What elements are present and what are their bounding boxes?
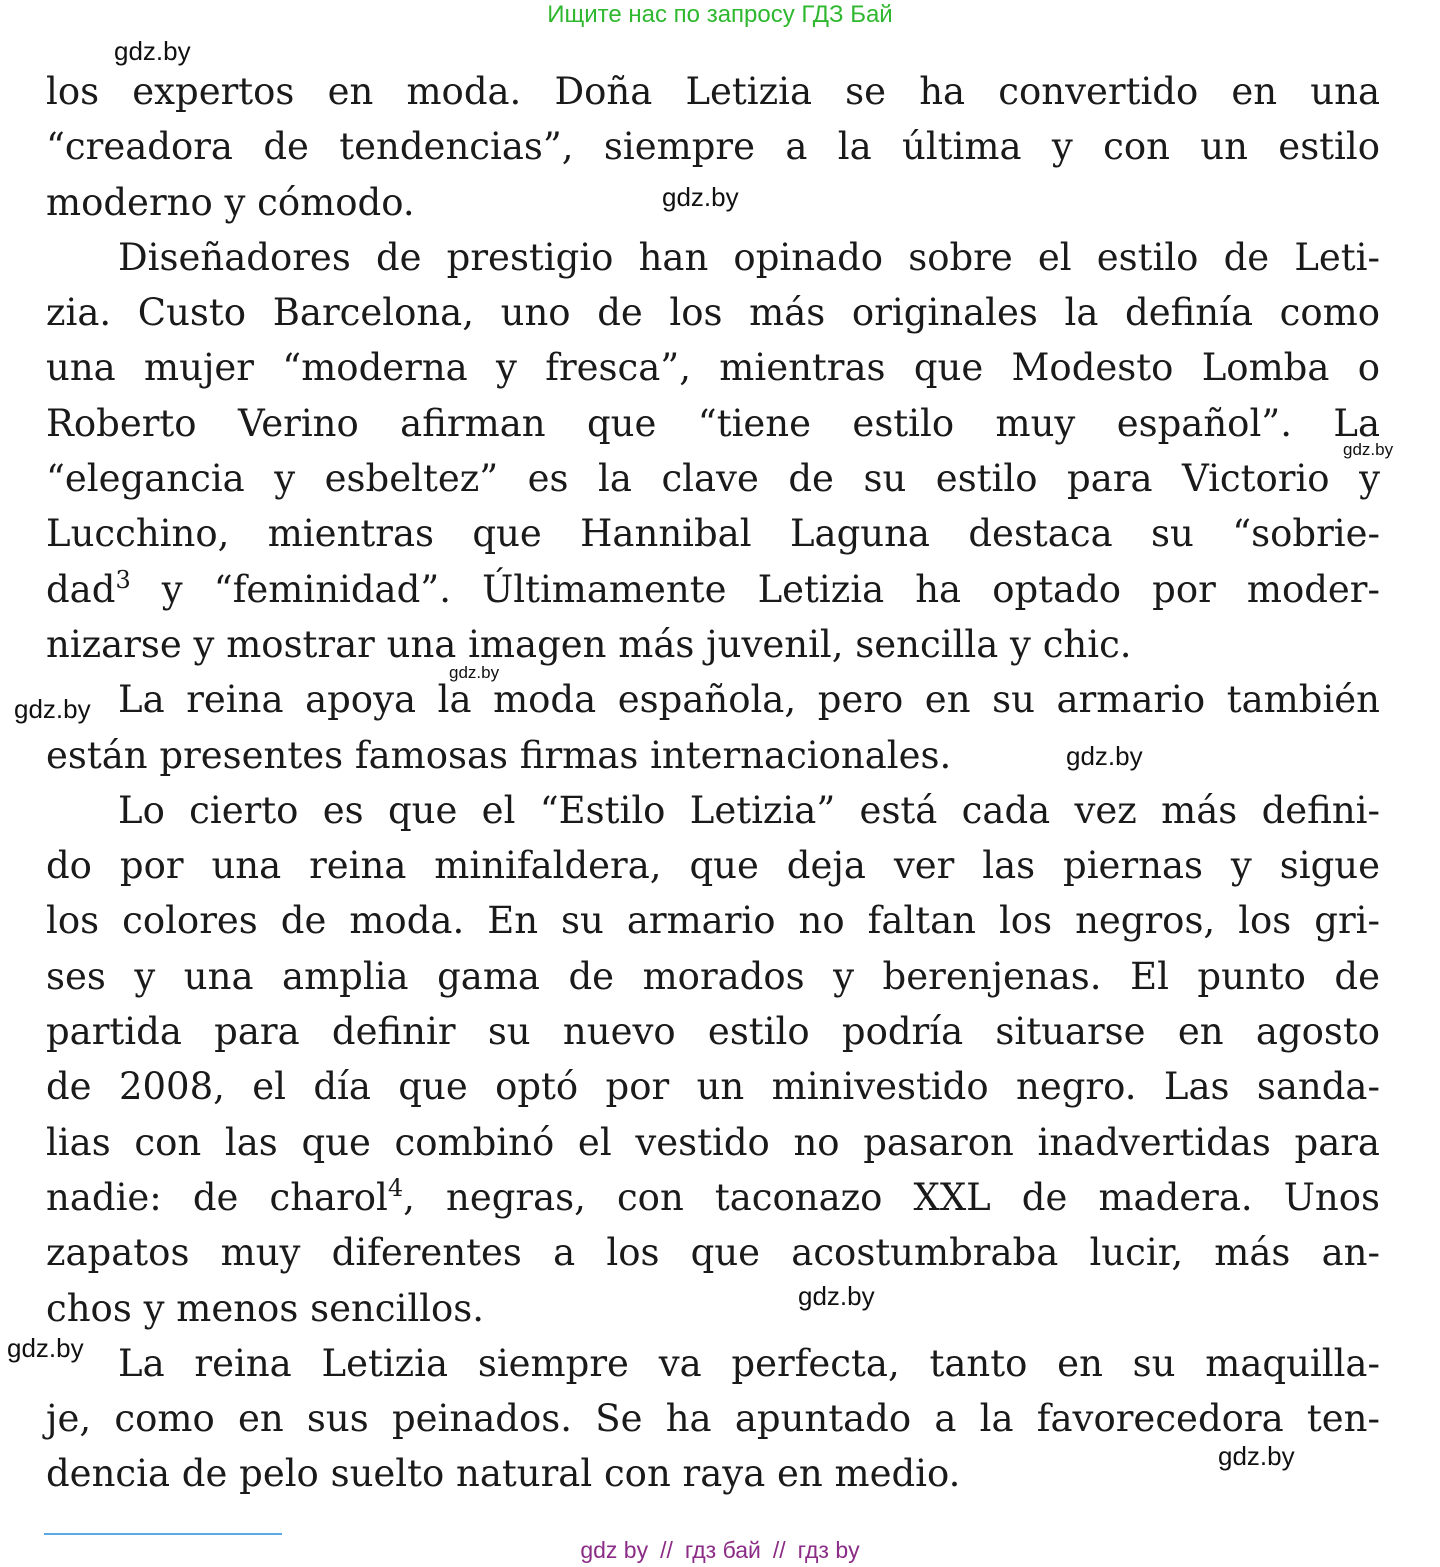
text-line-with-footnote (46, 562, 1380, 617)
text-fragment: y “feminidad”. Últimamente Letizia ha optado por moder- (130, 567, 1380, 611)
watermark: gdz.by (449, 663, 500, 682)
watermark: gdz.by (662, 182, 739, 212)
footer-text: gdz by (580, 1537, 649, 1563)
footer-separator: // (660, 1537, 673, 1563)
paragraph-first-line: Diseñadores de prestigio han opinado sobre el estilo de Leti- (118, 235, 1380, 279)
paragraph-first-line: Lo cierto es que el “Estilo Letizia” está cada vez más defini- (118, 788, 1380, 832)
text-line: una mujer “moderna y fresca”, mientras que Modesto Lomba o (46, 346, 1380, 390)
watermark: gdz.by (7, 1333, 84, 1363)
footnote-marker: 3 (115, 565, 131, 594)
text-line-with-footnote (46, 1170, 1380, 1225)
text-line: ses y una amplia gama de morados y berenjenas. El punto de (46, 954, 1380, 998)
text-line: los colores de moda. En su armario no faltan los negros, los gri- (46, 899, 1380, 943)
body-text (46, 64, 1380, 1502)
paragraph-first-line: La reina Letizia siempre va perfecta, tanto en su maquilla- (118, 1341, 1380, 1385)
search-hint-banner: Ищите нас по запросу ГДЗ Бай (547, 1, 893, 28)
text-line: “elegancia y esbeltez” es la clave de su estilo para Victorio y (46, 457, 1380, 501)
text-line: nizarse y mostrar una imagen más juvenil, sencilla y chic. (46, 622, 1132, 666)
watermark: gdz.by (1066, 741, 1143, 771)
text-fragment: nadie: de charol (46, 1175, 388, 1219)
text-line: chos y menos sencillos. (46, 1286, 485, 1330)
text-line: partida para definir su nuevo estilo podría situarse en agosto (46, 1010, 1380, 1054)
watermark: gdz.by (114, 36, 191, 66)
watermark: gdz.by (1218, 1441, 1295, 1471)
text-line: dencia de pelo suelto natural con raya en medio. (46, 1452, 961, 1496)
footnote-marker: 4 (387, 1173, 404, 1202)
footer-text: гдз by (797, 1537, 860, 1563)
text-fragment: dad (46, 567, 116, 611)
text-line: je, como en sus peinados. Se ha apuntado a la favorecedora ten- (46, 1397, 1380, 1441)
watermark: gdz.by (1343, 440, 1394, 459)
text-line: los expertos en moda. Doña Letizia se ha convertido en una (46, 70, 1380, 113)
footer-text: гдз бай (684, 1537, 761, 1563)
text-fragment: , negras, con taconazo XXL de madera. Unos (403, 1175, 1381, 1219)
watermark: gdz.by (798, 1281, 875, 1311)
text-line: Roberto Verino afirman que “tiene estilo muy español”. La (46, 401, 1380, 445)
text-line: moderno y cómodo. (46, 180, 415, 224)
watermark: gdz.by (14, 694, 91, 724)
text-line: do por una reina minifaldera, que deja ver las piernas y sigue (46, 844, 1380, 888)
text-line: lias con las que combinó el vestido no pasaron inadvertidas para (46, 1120, 1380, 1164)
text-line: zapatos muy diferentes a los que acostumbraba lucir, más an- (46, 1231, 1380, 1275)
text-line: zia. Custo Barcelona, uno de los más originales la definía como (46, 291, 1380, 335)
text-line: de 2008, el día que optó por un minivestido negro. Las sanda- (46, 1065, 1380, 1109)
footer-links (0, 1534, 1440, 1566)
text-line: están presentes famosas firmas internacionales. (46, 733, 952, 777)
text-line: “creadora de tendencias”, siempre a la última y con un estilo (46, 125, 1380, 169)
text-line: Lucchino, mientras que Hannibal Laguna destaca su “sobrie- (46, 512, 1380, 556)
footer-separator: // (772, 1537, 786, 1563)
paragraph-first-line: La reina apoya la moda española, pero en su armario también (118, 678, 1380, 722)
